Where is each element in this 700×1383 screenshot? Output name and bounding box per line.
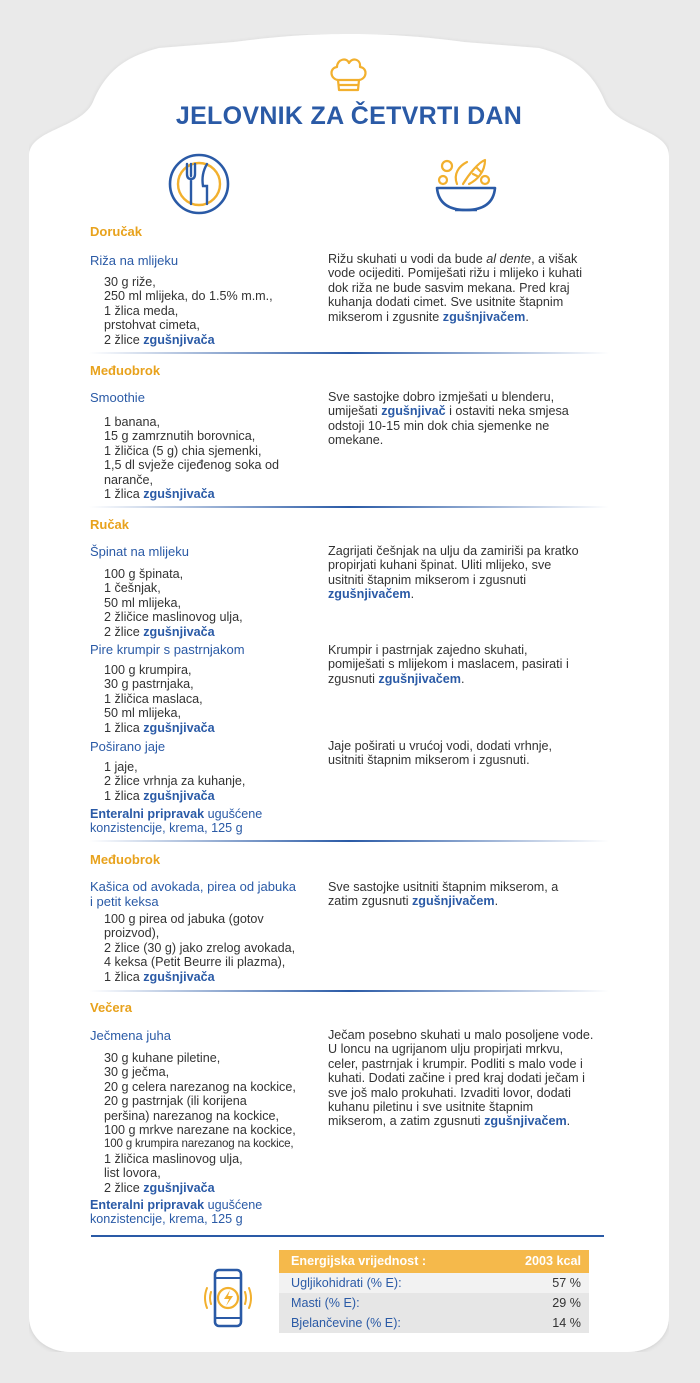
ingredient: 2 žlice zgušnjivača — [104, 1180, 215, 1195]
instructions-smoothie: Sve sastojke dobro izmješati u blenderu, umiješati zgušnjivač i ostaviti neka smjesa odstoji 10-15 min dok chia sjemenke ne omekane. — [328, 390, 569, 448]
ingredient: 50 ml mlijeka, — [104, 706, 181, 721]
dish-title-avocado-puree: Kašica od avokada, pirea od jabuka i petit keksa — [90, 879, 296, 909]
section-title-lunch: Ručak — [90, 517, 130, 532]
enteral-formula-lunch: Enteralni pripravak ugušćene konzistencije, krema, 125 g — [90, 807, 263, 836]
section-title-breakfast: Doručak — [90, 224, 143, 239]
ingredient: 100 g krumpira narezanog na kockice, — [104, 1137, 294, 1151]
thickener-highlight: zgušnjivača — [143, 332, 215, 347]
ingredient: peršina) narezanog na kockice, — [104, 1108, 280, 1123]
ingredient: list lovora, — [104, 1166, 161, 1181]
instructions-mashed-potatoes: Krumpir i pastrnjak zajedno skuhati, pomiješati s mlijekom i maslacem, pasirati i zgusnuti zgušnjivačem. — [328, 643, 569, 686]
table-row: Bjelančevine (% E): 14 % — [279, 1313, 589, 1333]
ingredient: 4 keksa (Petit Beurre ili plazma), — [104, 955, 286, 970]
ingredient: 1,5 dl svježe cijeđenog soka od — [104, 458, 280, 473]
section-title-snack-1: Međuobrok — [90, 363, 161, 378]
enteral-formula-dinner: Enteralni pripravak ugušćene konzistencije, krema, 125 g — [90, 1198, 263, 1227]
dish-title-spinach: Špinat na mlijeku — [90, 544, 189, 559]
ingredient: 20 g celera narezanog na kockice, — [104, 1079, 296, 1094]
ingredients-mashed-potatoes — [104, 663, 215, 735]
section-divider — [89, 990, 609, 994]
ingredient: 2 žlice zgušnjivača — [104, 624, 215, 639]
energy-table-header: Energijska vrijednost : 2003 kcal — [279, 1250, 589, 1273]
ingredient: 1 žlica zgušnjivača — [104, 788, 215, 803]
section-divider — [89, 506, 609, 510]
dish-title-poached-egg: Poširano jaje — [90, 739, 166, 754]
thickener-highlight: zgušnjivača — [143, 624, 215, 639]
section-divider — [89, 840, 609, 844]
dish-title-barley-soup: Ječmena juha — [90, 1028, 171, 1043]
ingredient: 20 g pastrnjak (ili korijena — [104, 1094, 247, 1109]
ingredients-smoothie — [104, 415, 279, 501]
salad-bowl-icon — [433, 154, 499, 216]
phone-energy-icon — [203, 1266, 253, 1330]
menu-content — [29, 34, 669, 1352]
dish-title-smoothie: Smoothie — [90, 390, 145, 405]
ingredient: 30 g pastrnjaka, — [104, 677, 194, 692]
ingredient: 100 g mrkve narezane na kockice, — [104, 1123, 296, 1138]
ingredient: 100 g krumpira, — [104, 663, 192, 677]
ingredient: 1 žlica meda, — [104, 303, 179, 318]
menu-card — [29, 34, 669, 1352]
ingredient: 30 g kuhane piletine, — [104, 1051, 221, 1065]
ingredient: 30 g riže, — [104, 275, 156, 289]
instructions-poached-egg: Jaje poširati u vrućoj vodi, dodati vrhnje, usitniti štapnim mikserom i zgusnuti. — [328, 739, 553, 768]
energy-table — [279, 1250, 589, 1333]
ingredient: proizvod), — [104, 926, 160, 941]
ingredient: 2 žličice maslinovog ulja, — [104, 610, 243, 625]
dish-title-rice-pudding: Riža na mlijeku — [90, 253, 179, 268]
instructions-barley-soup: Ječam posebno skuhati u malo posoljene vode. U loncu na ugrijanom ulju propirjati mrkvu, celer, pastrnjak i krumpir. Podliti s malo vode i kuhati. Dodati začine i pred kraj dodati ječam i sve još malo prokuhati. Izvaditi lovor, dodati kuhanu piletinu i sve usitnite štapnim mikserom, a zatim zgusnuti zgušnjivačem. — [328, 1028, 594, 1129]
ingredient: naranče, — [104, 472, 154, 487]
instructions-avocado-puree: Sve sastojke usitniti štapnim mikserom, a zatim zgusnuti zgušnjivačem. — [328, 880, 559, 909]
table-row: Ugljikohidrati (% E): 57 % — [279, 1273, 589, 1293]
ingredient: 15 g zamrznutih borovnica, — [104, 429, 256, 444]
ingredient: 1 žličica maslaca, — [104, 691, 203, 706]
ingredient: 1 češnjak, — [104, 581, 161, 596]
ingredient: 100 g špinata, — [104, 567, 184, 581]
thickener-highlight: zgušnjivača — [143, 720, 215, 735]
ingredient: prstohvat cimeta, — [104, 318, 200, 333]
ingredient: 1 žlica zgušnjivača — [104, 969, 215, 984]
chef-hat-icon — [326, 54, 370, 94]
thickener-highlight: zgušnjivača — [143, 788, 215, 803]
ingredient: 1 žličica maslinovog ulja, — [104, 1151, 243, 1166]
ingredient: 1 banana, — [104, 415, 161, 429]
bottom-divider — [91, 1235, 604, 1237]
thickener-highlight: zgušnjivača — [143, 969, 215, 984]
ingredient: 50 ml mlijeka, — [104, 595, 181, 610]
ingredients-avocado-puree — [104, 912, 295, 984]
ingredient: 1 jaje, — [104, 760, 138, 774]
thickener-highlight: zgušnjivača — [143, 1180, 215, 1195]
table-row: Masti (% E): 29 % — [279, 1293, 589, 1313]
page-title: JELOVNIK ZA ČETVRTI DAN — [175, 102, 523, 130]
ingredients-spinach — [104, 567, 243, 639]
ingredients-barley-soup — [104, 1051, 296, 1195]
ingredient: 2 žlice (30 g) jako zrelog avokada, — [104, 940, 296, 955]
section-title-snack-2: Međuobrok — [90, 852, 161, 867]
ingredient: 1 žlica zgušnjivača — [104, 487, 215, 502]
ingredient: 30 g ječma, — [104, 1065, 170, 1080]
section-title-dinner: Večera — [90, 1000, 132, 1015]
dish-title-mashed-potatoes: Pire krumpir s pastrnjakom — [90, 642, 245, 657]
ingredient: 2 žlice zgušnjivača — [104, 332, 215, 347]
instructions-spinach: Zagrijati češnjak na ulju da zamiriši pa kratko propirjati kuhani špinat. Uliti mlijeko, sve usitniti štapnim mikserom i zgusnuti zgušnjivačem. — [328, 544, 579, 602]
ingredients-poached-egg — [104, 760, 245, 803]
instructions-rice-pudding: Rižu skuhati u vodi da bude al dente, a višak vode ocijediti. Pomiješati rižu i mlijeko i kuhati dok riža ne bude sasvim mekana. Pred kraj kuhanja dodati cimet. Sve usitnite štapnim mikserom i zgusnite zgušnjivačem. — [328, 252, 583, 324]
thickener-highlight: zgušnjivača — [143, 487, 215, 502]
ingredient: 2 žlice vrhnja za kuhanje, — [104, 774, 246, 789]
ingredient: 1 žlica zgušnjivača — [104, 720, 215, 735]
ingredient: 1 žličica (5 g) chia sjemenki, — [104, 443, 262, 458]
ingredients-rice-pudding — [104, 275, 273, 347]
ingredient: 250 ml mlijeka, do 1.5% m.m., — [104, 289, 273, 304]
plate-cutlery-icon — [167, 152, 231, 216]
section-divider — [89, 352, 609, 356]
ingredient: 100 g pirea od jabuka (gotov — [104, 912, 264, 926]
